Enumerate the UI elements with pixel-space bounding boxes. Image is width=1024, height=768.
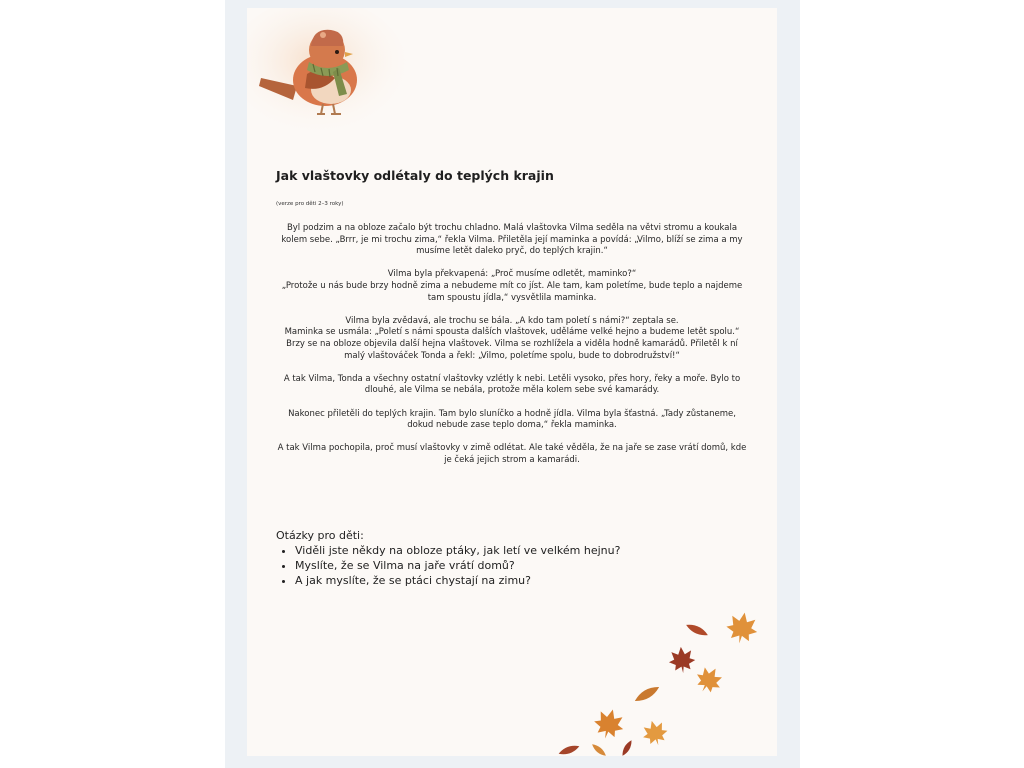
bird-illustration <box>247 8 407 148</box>
questions-section <box>276 528 746 588</box>
story-subtitle: (verze pro děti 2–3 roky) <box>276 201 344 207</box>
story-line: „Protože u nás bude brzy hodně zima a nebudeme mít co jíst. Ale tam, kam poletíme, bude teplo a najdeme tam spoustu jídla,“ vysvětlila maminka. <box>281 280 743 303</box>
story-line: Vilma byla překvapená: „Proč musíme odletět, maminko?“ <box>387 269 637 280</box>
autumn-leaves-illustration <box>537 598 777 756</box>
story-title: Jak vlaštovky odlétaly do teplých krajin <box>276 168 554 183</box>
story-paragraph: A tak Vilma pochopila, proč musí vlaštovky v zimě odlétat. Ale také věděla, že na jaře se zase vrátí domů, kde je čeká jejich strom a kamarádi. <box>277 443 747 465</box>
story-paragraph <box>275 316 749 362</box>
questions-list <box>276 543 746 588</box>
story-paragraph <box>275 269 749 304</box>
story-paragraph: Byl podzim a na obloze začalo být trochu chladno. Malá vlaštovka Vilma seděla na větvi stromu a koukala kolem sebe. „Brrr, je mi trochu zima,“ řekla Vilma. Přiletěla její maminka a povídá: „Vilmo, blíží se zima a my musíme letět daleko pryč, do teplých krajin.“ <box>281 223 743 257</box>
story-body <box>275 223 749 478</box>
story-line: Brzy se na obloze objevila další hejna vlaštovek. Vilma se rozhlížela a viděla hodně kamarádů. Přiletěl k ní malý vlaštováček Tonda a řekl: „Vilmo, poletíme spolu, bude to dobrodružství!“ <box>286 338 738 361</box>
document-page <box>247 8 777 756</box>
story-paragraph: Nakonec přiletěli do teplých krajin. Tam bylo sluníčko a hodně jídla. Vilma byla šťastná. „Tady zůstaneme, dokud nebude zase teplo doma,“ řekla maminka. <box>288 408 736 431</box>
story-paragraph: A tak Vilma, Tonda a všechny ostatní vlaštovky vzlétly k nebi. Letěli vysoko, přes hory, řeky a moře. Bylo to dlouhé, ale Vilma se nebála, protože měla kolem sebe své kamarády. <box>283 373 741 396</box>
questions-heading: Otázky pro děti: <box>276 529 364 542</box>
question-item: • Viděli jste někdy na obloze ptáky, jak letí ve velkém hejnu? <box>295 543 746 558</box>
question-item: • A jak myslíte, že se ptáci chystají na zimu? <box>295 573 746 588</box>
story-line: Vilma byla zvědavá, ale trochu se bála. „A kdo tam poletí s námi?“ zeptala se. <box>345 315 679 326</box>
story-line: Maminka se usmála: „Poletí s námi spousta dalších vlaštovek, uděláme velké hejno a budeme letět spolu.“ <box>284 327 740 338</box>
question-item: • Myslíte, že se Vilma na jaře vrátí domů? <box>295 558 746 573</box>
